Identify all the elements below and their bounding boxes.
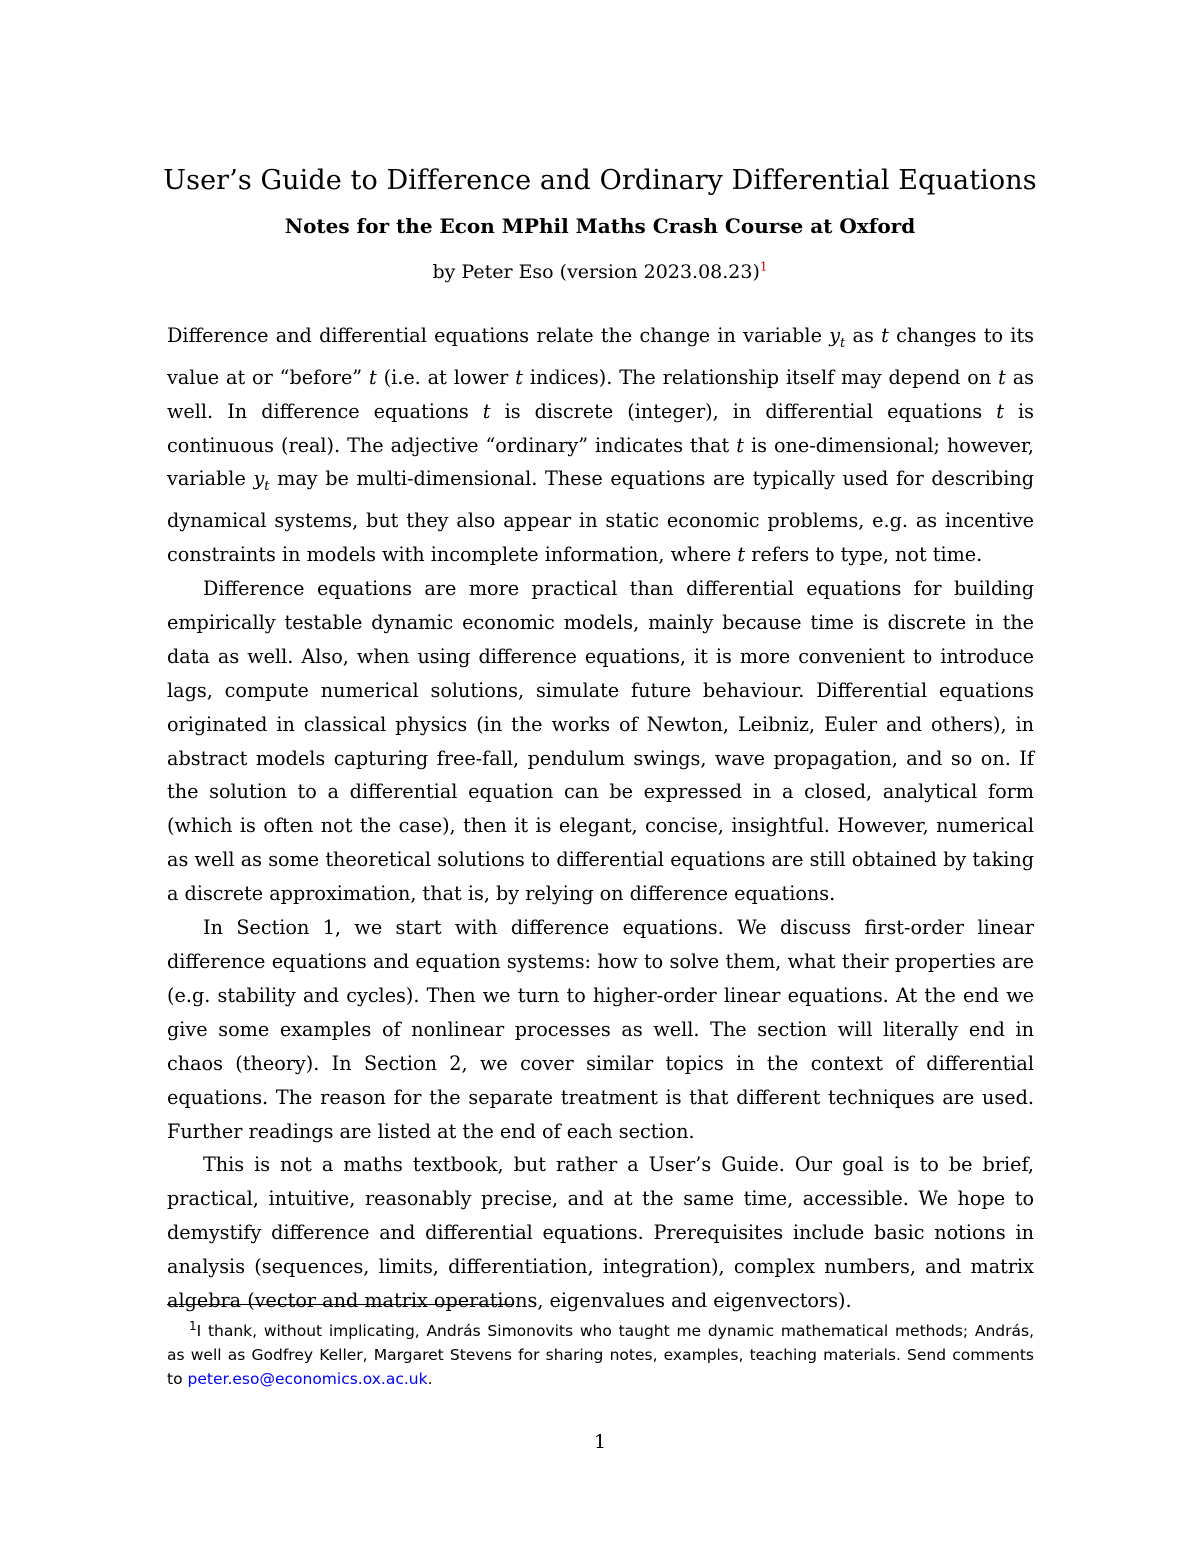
email-link[interactable]: peter.eso@economics.ox.ac.uk xyxy=(187,1370,428,1388)
footnote: $^1$I thank, without implicating, András Simonovits who taught me dynamic mathematical methods; András, as well as Godfrey Keller, Margaret Stevens for sharing notes, examples, teaching materials. Send comments to peter.eso@economics.ox.ac.uk. xyxy=(167,1318,1034,1388)
paragraph-1: Difference and differential equations relate the change in variable $y_t$ as t changes to its value at or “before” t (i.e. at lower t indices). The relationship itself may depend on t as well. In difference equations t is discrete (integer), in differential equations t is continuous (real). The adjective “ordinary” indicates that t is one-dimensional; however, variable $y_t$ may be multi-dimensional. These equations are typically used for describing dynamical systems, but they also appear in static economic problems, e.g. as incentive constraints in models with incomplete information, where t refers to type, not time. xyxy=(167,324,1035,567)
math-var: y xyxy=(829,324,841,347)
math-var: y xyxy=(253,467,265,491)
footnote-text: I thank, without implicating, András Simonovits who taught me dynamic mathematical methods; András, as well as Godfrey Keller, Margaret Stevens for sharing notes, examples, teaching materials. Send comments to xyxy=(167,1322,1034,1388)
footnote-mark: 1 xyxy=(189,1318,197,1333)
footnote-reference-mark[interactable]: 1 xyxy=(759,259,768,274)
math-var: t xyxy=(515,365,523,389)
paragraph-2: Difference equations are more practical than differential equations for building empirically testable dynamic economic models, mainly because time is discrete in the data as well. Also, when using difference equations, it is more convenient to introduce lags, compute numerical solutions, simulate future behaviour. Differential equations originated in classical physics (in the works of Newton, Leibniz, Euler and others), in abstract models capturing free-fall, pendulum swings, wave propagation, and so on. If the solution to a differential equation can be expressed in a closed, analytical form (which is often not the case), then it is elegant, concise, insightful. However, numerical as well as some theoretical solutions to differential equations are still obtained by taking a discrete approximation, that is, by relying on difference equations. xyxy=(167,577,1034,906)
page-number: 1 xyxy=(593,1431,607,1453)
footnote-divider xyxy=(167,1304,514,1305)
author-line xyxy=(0,257,1200,287)
math-subscript: t xyxy=(264,479,270,495)
paragraph-3: In Section 1, we start with difference equations. We discuss first-order linear difference equations and equation systems: how to solve them, what their properties are (e.g. stability and cycles). Then we turn to higher-order linear equations. At the end we give some examples of nonlinear processes as well. The section will literally end in chaos (theory). In Section 2, we cover similar topics in the context of differential equations. The reason for the separate treatment is that different techniques are used. Further readings are listed at the end of each section. xyxy=(167,916,1034,1143)
author-text: by Peter Eso (version 2023.08.23) xyxy=(432,261,760,283)
document-subtitle: Notes for the Econ MPhil Maths Crash Course at Oxford xyxy=(284,214,916,238)
paragraph-4: This is not a maths textbook, but rather a User’s Guide. Our goal is to be brief, practical, intuitive, reasonably precise, and at the same time, accessible. We hope to demystify difference and differential equations. Prerequisites include basic notions in analysis (sequences, limits, differentiation, integration), complex numbers, and matrix algebra (vector and matrix operations, eigenvalues and eigenvectors). xyxy=(167,1153,1034,1313)
document-title: User’s Guide to Difference and Ordinary Differential Equations xyxy=(163,165,1037,196)
body-text xyxy=(167,319,1034,1318)
math-var: t xyxy=(369,365,377,389)
math-var: t xyxy=(996,399,1004,423)
math-var: t xyxy=(881,324,889,347)
math-subscript: t xyxy=(840,335,846,351)
math-var: t xyxy=(482,399,491,423)
math-var: t xyxy=(737,543,746,567)
math-var: t xyxy=(736,433,744,457)
math-var: t xyxy=(998,365,1006,389)
